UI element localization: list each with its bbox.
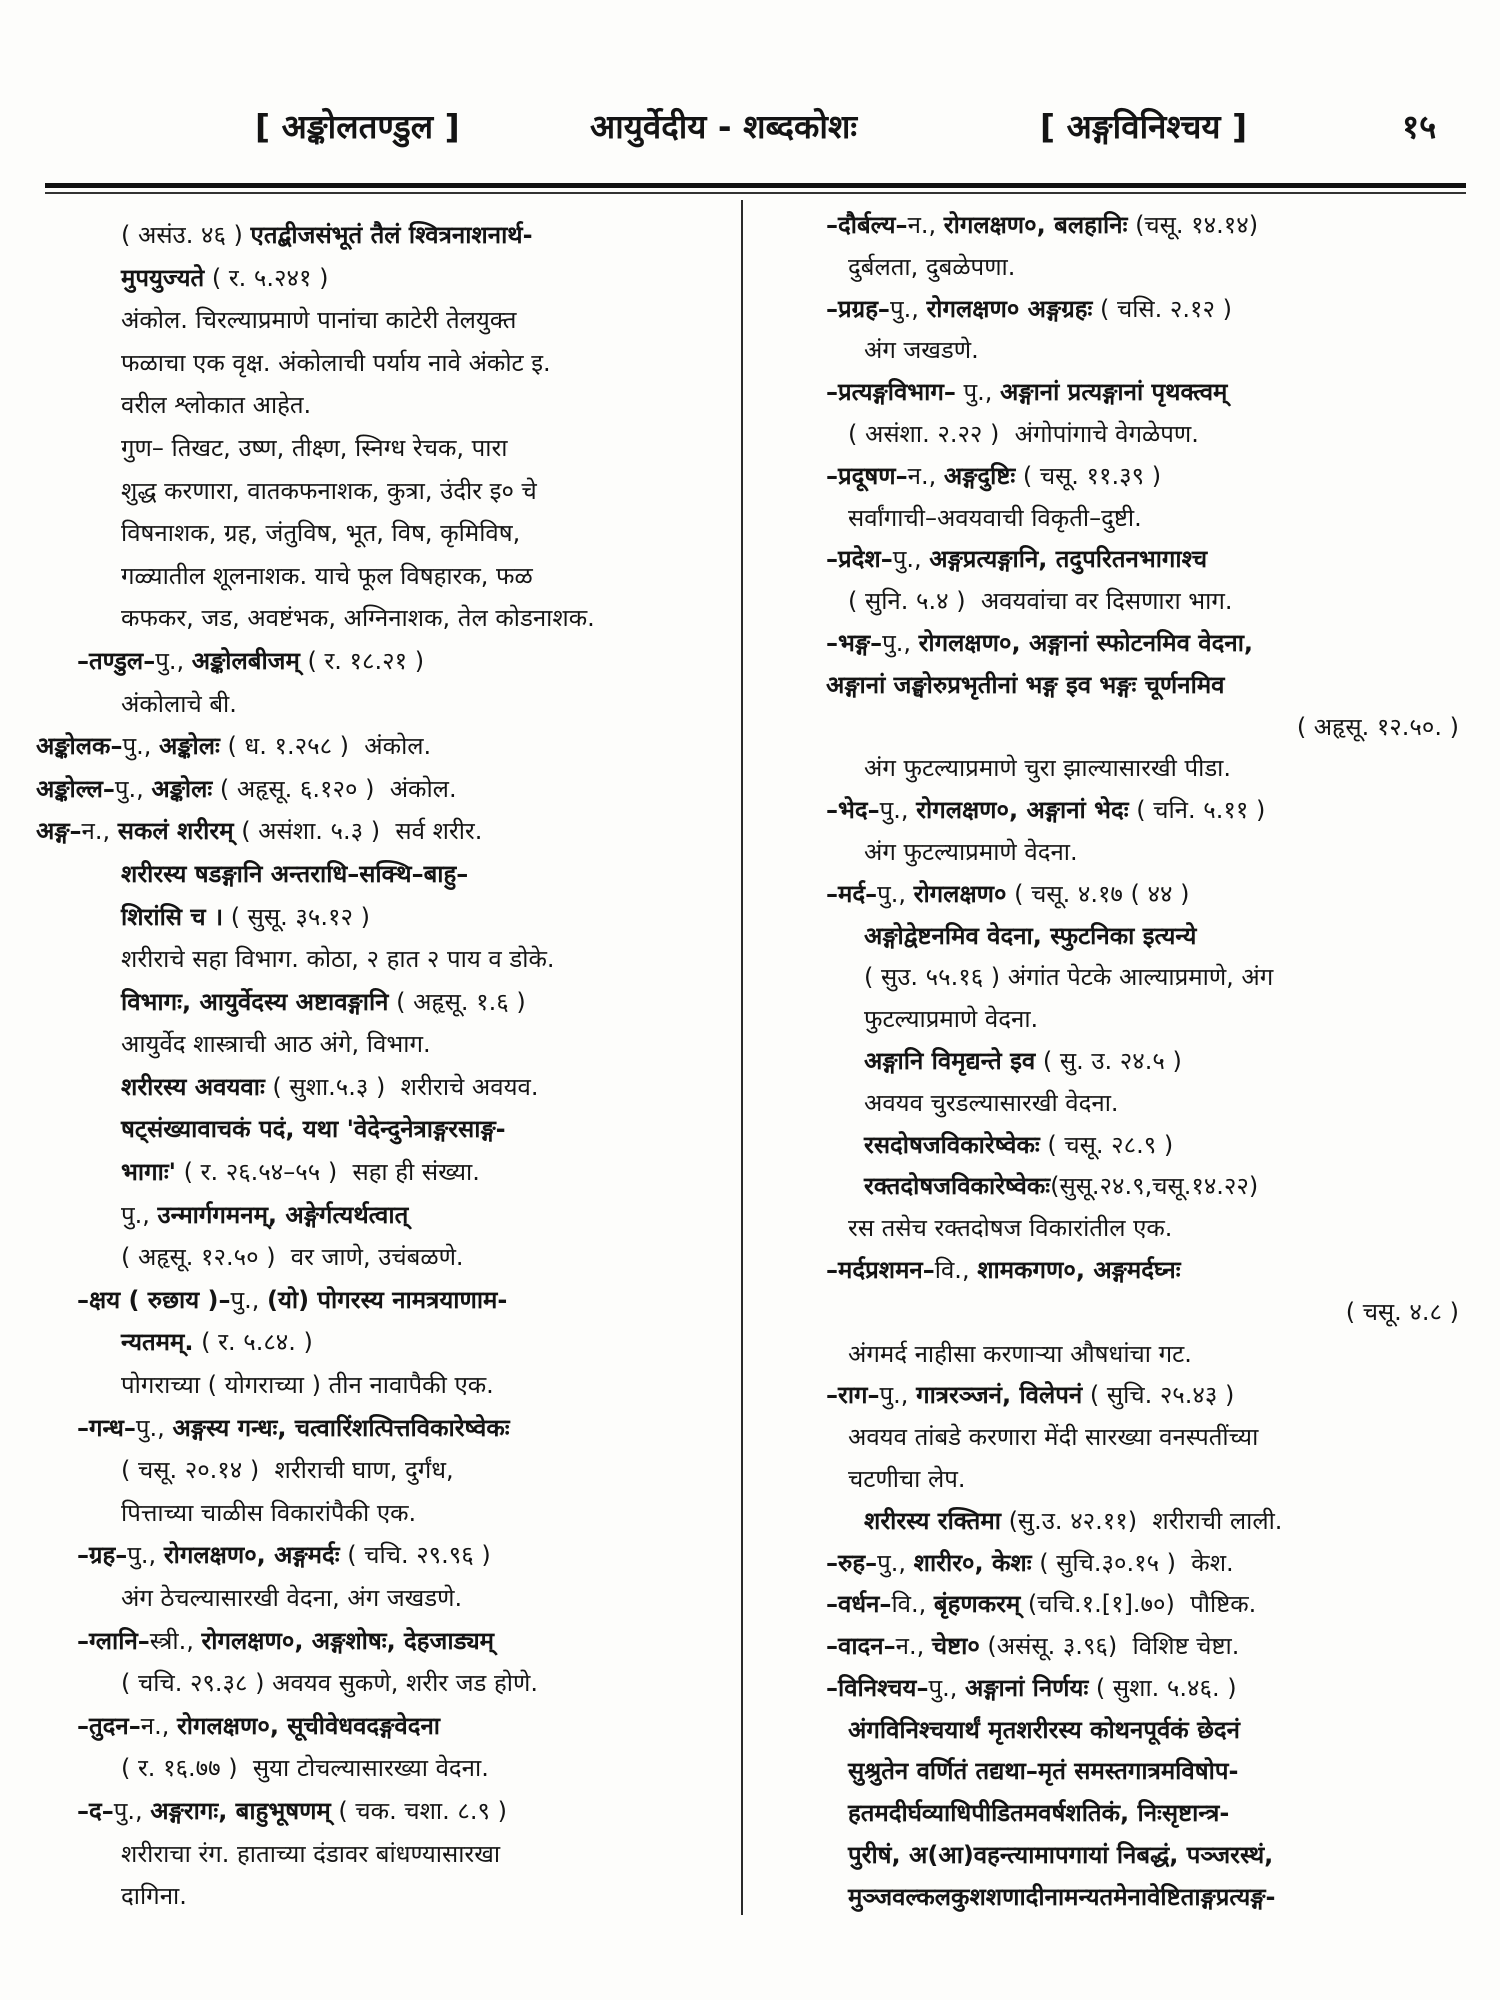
sanskrit-text: –क्षय ( रुछाय )–	[77, 1285, 231, 1314]
gloss-text: पु.,	[892, 545, 930, 574]
gloss-text: दुर्बलता, दुबळेपणा.	[848, 252, 1016, 281]
gloss-text: पु.,	[155, 646, 192, 675]
gloss-text: पु.,	[113, 1796, 151, 1825]
dictionary-line	[36, 853, 708, 896]
sanskrit-text: –प्रग्रह–	[826, 294, 890, 323]
sanskrit-text: रोगलक्षण०, बलहानिः	[943, 211, 1128, 239]
gloss-text: ( चसू. २०.१४ ) शरीराची घाण, दुर्गंध,	[121, 1456, 454, 1485]
sanskrit-text: –प्रदूषण–	[826, 461, 908, 490]
dictionary-line	[36, 1492, 708, 1535]
dictionary-line	[812, 1751, 1467, 1793]
gloss-text: पु.,	[877, 879, 914, 908]
gloss-text: अवयव तांबडे करणारा मेंदी सारख्या वनस्पतींच्या	[848, 1423, 1259, 1452]
dictionary-line	[36, 597, 708, 640]
gloss-text: ( सुचि. २५.४३ )	[1082, 1381, 1235, 1410]
dictionary-line	[36, 1577, 708, 1620]
gloss-text: वरील श्लोकात आहेत.	[121, 391, 312, 420]
sanskrit-text: अङ्गानां प्रत्यङ्गानां पृथक्त्वम्	[1000, 378, 1228, 407]
sanskrit-text: मुञ्जवल्कलकुशशणादीनामन्यतमेनावेष्टिताङ्गप्रत्यङ्ग-	[848, 1882, 1276, 1911]
gloss-text: ( सु. उ. २४.५ )	[1035, 1046, 1182, 1075]
dictionary-line	[812, 1125, 1467, 1167]
dictionary-line	[36, 1662, 708, 1705]
sanskrit-text: शिरांसि च ।	[121, 902, 224, 931]
sanskrit-text: अङ्कोलः	[158, 732, 220, 761]
sanskrit-text: रोगलक्षण०, अङ्गानां स्फोटनमिव वेदना,	[918, 628, 1254, 657]
dictionary-line	[36, 1449, 708, 1492]
dictionary-line	[36, 896, 708, 939]
gloss-text: ( र. २६.५४–५५ ) सहा ही संख्या.	[176, 1158, 480, 1187]
header-rule	[45, 183, 1466, 188]
gloss-text: पु.,	[882, 628, 919, 657]
sanskrit-text: अङ्गस्य गन्धः, चत्वारिंशत्पित्तविकारेष्वेकः	[172, 1413, 510, 1442]
gloss-text: ( अहृसू. ६.१२० ) अंकोल.	[212, 774, 457, 803]
page-title: आयुर्वेदीय - शब्दकोशः	[590, 107, 858, 146]
gloss-text: ( चक. चशा. ८.९ )	[330, 1796, 507, 1825]
gloss-text: ( र. ५.८४. )	[193, 1328, 313, 1357]
dictionary-line	[812, 205, 1467, 247]
sanskrit-text: –वादन–	[826, 1632, 896, 1661]
sanskrit-text: पुरीषं, अ(आ)वहन्त्यामापगायां निबद्धं, पञ्जरस्थं,	[848, 1841, 1274, 1870]
sanskrit-text: शरीरस्य षडङ्गानि अन्तराधि–सक्थि–बाहु–	[121, 859, 469, 888]
gloss-text: (सुसू.२४.९,चसू.१४.२२)	[1050, 1172, 1259, 1201]
dictionary-line	[812, 1083, 1467, 1125]
gloss-text: (सु.उ. ४२.११) शरीराची लाली.	[1000, 1506, 1283, 1535]
sanskrit-text: भागाः'	[121, 1158, 177, 1187]
sanskrit-text: रोगलक्षण०, अङ्गमर्दः	[163, 1541, 340, 1570]
gloss-text: अंगमर्द नाहीसा करणाऱ्या औषधांचा गट.	[848, 1339, 1192, 1368]
dictionary-line	[36, 1833, 708, 1876]
sanskrit-text: अङ्गानां निर्णयः	[965, 1673, 1089, 1702]
dictionary-line	[812, 1166, 1467, 1208]
dictionary-line	[812, 748, 1467, 790]
gloss-text: ( चसू. ४.१७ ( ४४ )	[1006, 879, 1190, 908]
gloss-text: ( असंशा. ५.३ ) सर्व शरीर.	[233, 817, 483, 846]
sanskrit-text: अङ्गदुष्टिः	[943, 461, 1016, 490]
sanskrit-text: शामकगण०, अङ्गमर्दघ्नः	[977, 1255, 1181, 1284]
gloss-text: कफकर, जड, अवष्टंभक, अग्निनाशक, तेल कोडनाशक.	[121, 604, 595, 633]
dictionary-line	[812, 1250, 1467, 1292]
dictionary-line	[812, 832, 1467, 874]
gloss-text: ( चसू. २८.९ )	[1039, 1130, 1174, 1159]
gloss-text: ( सुशा.५.३ ) शरीराचे अवयव.	[264, 1072, 539, 1101]
gloss-text: न.,	[140, 1711, 177, 1740]
sanskrit-text: –द–	[77, 1796, 114, 1825]
sanskrit-text: मुपयुज्यते	[121, 263, 205, 292]
dictionary-line	[36, 1321, 708, 1364]
dictionary-line	[36, 214, 708, 257]
dictionary-line	[812, 1292, 1467, 1334]
sanskrit-text: षट्संख्यावाचकं पदं, यथा 'वेदेन्दुनेत्राङ्गरसाङ्ग-	[121, 1115, 506, 1144]
sanskrit-text: गात्ररञ्जनं, विलेपनं	[916, 1381, 1083, 1410]
dictionary-line	[812, 1877, 1467, 1919]
dictionary-line	[36, 1790, 708, 1833]
gloss-text: चटणीचा लेप.	[848, 1464, 966, 1493]
gloss-text: पु.,	[955, 378, 1001, 407]
dictionary-line	[812, 916, 1467, 958]
header-left-guide-word: [ अङ्कोलतण्डुल ]	[255, 107, 460, 146]
sanskrit-text: –तुदन–	[77, 1711, 141, 1740]
gloss-text: न.,	[895, 1632, 932, 1661]
sanskrit-text: अङ्ग–	[36, 817, 82, 846]
gloss-text: शुद्ध करणारा, वातकफनाशक, कुत्रा, उंदीर इ० चे	[121, 476, 537, 505]
sanskrit-text: अङ्कोलक–	[36, 732, 123, 761]
dictionary-line	[812, 1710, 1467, 1752]
dictionary-line	[812, 1459, 1467, 1501]
sanskrit-text: अङ्कोलः	[151, 774, 213, 803]
sanskrit-text: शारीर०, केशः	[913, 1548, 1032, 1577]
dictionary-line	[812, 498, 1467, 540]
sanskrit-text: –भङ्ग–	[826, 628, 883, 657]
gloss-text: वि.,	[891, 1590, 934, 1619]
gloss-text: पोगराच्या ( योगराच्या ) तीन नावापैकी एक.	[121, 1371, 494, 1400]
dictionary-line	[812, 330, 1467, 372]
dictionary-line	[812, 623, 1467, 665]
gloss-text: पु.,	[230, 1285, 267, 1314]
sanskrit-text: (यो) पोगरस्य नामत्रयाणाम-	[266, 1285, 508, 1314]
dictionary-line	[36, 1023, 708, 1066]
sanskrit-text: न्यतमम्.	[121, 1328, 194, 1357]
sanskrit-text: –मर्द–	[826, 879, 878, 908]
sanskrit-text: –ग्लानि–	[77, 1626, 150, 1655]
gloss-text: ( चसि. २.१२ )	[1092, 294, 1232, 323]
gloss-text: अंग फुटल्याप्रमाणे वेदना.	[864, 837, 1078, 866]
gloss-text: स्त्री.,	[149, 1626, 202, 1655]
gloss-text: रस तसेच रक्तदोषज विकारांतील एक.	[848, 1214, 1173, 1243]
dictionary-line	[36, 384, 708, 427]
sanskrit-text: रोगलक्षण०, अङ्गशोषः, देहजाड्यम्	[201, 1626, 495, 1655]
dictionary-line	[812, 1334, 1467, 1376]
sanskrit-text: रोगलक्षण०	[913, 879, 1007, 908]
sanskrit-text: सकलं शरीरम्	[117, 817, 234, 846]
dictionary-line	[36, 1875, 708, 1918]
dictionary-line	[36, 1236, 708, 1279]
sanskrit-text: शरीरस्य अवयवाः	[121, 1072, 265, 1101]
gloss-text: ( असंशा. २.२२ ) अंगोपांगाचे वेगळेपण.	[848, 419, 1199, 448]
sanskrit-text: –भेद–	[826, 796, 880, 825]
gloss-text: फुटल्याप्रमाणे वेदना.	[864, 1005, 1039, 1034]
dictionary-line	[812, 1501, 1467, 1543]
dictionary-line	[36, 342, 708, 385]
gloss-text: न.,	[907, 461, 944, 490]
sanskrit-text: अङ्कोलबीजम्	[191, 646, 300, 675]
dictionary-line	[36, 981, 708, 1024]
header-rule-thin	[45, 192, 1466, 194]
sanskrit-text: हतमदीर्घव्याधिपीडितमवर्षशतिकं, निःसृष्टान्त्र-	[848, 1799, 1230, 1828]
gloss-text: शरीराचे सहा विभाग. कोठा, २ हात २ पाय व डोके.	[121, 945, 555, 974]
gloss-text: अंग ठेचल्यासारखी वेदना, अंग जखडणे.	[121, 1584, 463, 1612]
dictionary-line	[36, 555, 708, 598]
gloss-text: वि.,	[934, 1255, 978, 1284]
dictionary-line	[36, 299, 708, 342]
sanskrit-text: अङ्गानां जङ्घोरुप्रभृतीनां भङ्ग इव भङ्गः चूर्णनमिव	[826, 670, 1225, 699]
sanskrit-text: –वर्धन–	[826, 1590, 892, 1619]
gloss-text: पु.,	[121, 1200, 158, 1229]
dictionary-line	[36, 257, 708, 300]
dictionary-line	[36, 768, 708, 811]
gloss-text: न.,	[81, 817, 118, 846]
dictionary-line	[36, 640, 708, 683]
dictionary-line	[36, 427, 708, 470]
gloss-text: (असंसू. ३.९६) विशिष्ट चेष्टा.	[979, 1632, 1240, 1661]
gloss-text: सर्वांगाची–अवयवाची विकृती–दुष्टी.	[848, 503, 1142, 532]
gloss-text: पित्ताच्या चाळीस विकारांपैकी एक.	[121, 1498, 417, 1527]
dictionary-line	[36, 1364, 708, 1407]
dictionary-line	[812, 665, 1467, 707]
gloss-text: पु.,	[879, 796, 917, 825]
gloss-text: अंग फुटल्याप्रमाणे चुरा झाल्यासारखी पीडा.	[864, 754, 1232, 783]
sanskrit-text: अङ्गानि विमृद्यन्ते इव	[864, 1046, 1036, 1075]
dictionary-line	[36, 1194, 708, 1237]
dictionary-line	[36, 512, 708, 555]
gloss-text: (चसू. १४.१४)	[1127, 211, 1259, 239]
gloss-text: पु.,	[928, 1673, 965, 1702]
gloss-text: पु.,	[122, 732, 159, 761]
sanskrit-text: –मर्दप्रशमन–	[826, 1255, 935, 1284]
sanskrit-text: बृंहणकरम्	[933, 1590, 1021, 1619]
gloss-text: अंकोल. चिरल्याप्रमाणे पानांचा काटेरी तेलयुक्त	[121, 306, 517, 335]
gloss-text: दागिना.	[121, 1882, 187, 1911]
gloss-text: ( चसू. ११.३९ )	[1015, 461, 1162, 490]
gloss-text: ( ध. १.२५८ ) अंकोल.	[219, 732, 432, 761]
sanskrit-text: –ग्रह–	[77, 1541, 128, 1570]
sanskrit-text: शरीरस्य रक्तिमा	[864, 1506, 1001, 1535]
sanskrit-text: उन्मार्गगमनम्, अङ्गेर्गत्यर्थत्वात्	[157, 1200, 409, 1229]
dictionary-line	[36, 1747, 708, 1790]
gloss-text: गुण– तिखट, उष्ण, तीक्ष्ण, स्निग्ध रेचक, पारा	[121, 433, 508, 462]
dictionary-line	[812, 289, 1467, 331]
gloss-text: पु.,	[127, 1541, 164, 1570]
gloss-text: पु.,	[114, 774, 152, 803]
dictionary-line	[812, 999, 1467, 1041]
dictionary-line	[812, 1375, 1467, 1417]
gloss-text: ( सुसू. ३५.१२ )	[223, 902, 370, 931]
dictionary-line	[36, 1279, 708, 1322]
dictionary-line	[812, 790, 1467, 832]
dictionary-line	[812, 581, 1467, 623]
gloss-text: अंग जखडणे.	[864, 336, 979, 365]
dictionary-line	[36, 1066, 708, 1109]
gloss-text: ( र. १८.२१ )	[299, 646, 425, 675]
dictionary-line	[812, 1668, 1467, 1710]
right-column	[812, 205, 1467, 1919]
sanskrit-text: अंगविनिश्चयार्थं मृतशरीरस्य कोथनपूर्वकं छेदनं	[848, 1715, 1240, 1744]
dictionary-line	[812, 1041, 1467, 1083]
dictionary-line	[36, 1705, 708, 1748]
gloss-text: ( चसू. ४.८ )	[1345, 1297, 1459, 1326]
gloss-text: पु.,	[879, 1381, 917, 1410]
sanskrit-text: अङ्गरागः, बाहुभूषणम्	[150, 1796, 331, 1825]
sanskrit-text: अङ्गप्रत्यङ्गानि, तदुपरितनभागाश्च	[929, 545, 1208, 574]
sanskrit-text: अङ्कोल्ल–	[36, 774, 115, 803]
dictionary-line	[812, 1543, 1467, 1585]
sanskrit-text: –गन्ध–	[77, 1413, 136, 1442]
dictionary-line	[812, 414, 1467, 456]
dictionary-line	[812, 874, 1467, 916]
gloss-text: अवयव चुरडल्यासारखी वेदना.	[864, 1088, 1119, 1117]
dictionary-line	[812, 456, 1467, 498]
dictionary-line	[36, 470, 708, 513]
dictionary-line	[36, 1620, 708, 1663]
sanskrit-text: रोगलक्षण० अङ्गग्रहः	[926, 294, 1093, 323]
dictionary-line	[812, 1417, 1467, 1459]
gloss-text: ( असंउ. ४६ )	[121, 221, 251, 249]
sanskrit-text: एतद्बीजसंभूतं तैलं श्वित्रनाशनार्थ-	[250, 221, 533, 249]
gloss-text: ( सुचि.३०.१५ ) केश.	[1031, 1548, 1234, 1577]
gloss-text: फळाचा एक वृक्ष. अंकोलाची पर्याय नावे अंकोट इ.	[121, 348, 551, 377]
sanskrit-text: रक्तदोषजविकारेष्वेकः	[864, 1172, 1051, 1201]
gloss-text: आयुर्वेद शास्त्राची आठ अंगे, विभाग.	[121, 1030, 431, 1059]
sanskrit-text: –विनिश्चय–	[826, 1673, 929, 1702]
gloss-text: पु.,	[889, 294, 927, 323]
dictionary-line	[812, 1793, 1467, 1835]
dictionary-line	[36, 1534, 708, 1577]
dictionary-line	[36, 1407, 708, 1450]
dictionary-line	[812, 1626, 1467, 1668]
page-number: १५	[1402, 107, 1437, 146]
dictionary-line	[812, 1584, 1467, 1626]
dictionary-line	[812, 957, 1467, 999]
gloss-text: पु.,	[877, 1548, 914, 1577]
sanskrit-text: –प्रदेश–	[826, 545, 893, 574]
gloss-text: ( चचि. २९.९६ )	[339, 1541, 491, 1570]
sanskrit-text: सुश्रुतेन वर्णितं तद्यथा–मृतं समस्तगात्रमविषोप-	[848, 1757, 1239, 1786]
dictionary-line	[36, 810, 708, 853]
gloss-text: गळ्यातील शूलनाशक. याचे फूल विषहारक, फळ	[121, 561, 533, 590]
sanskrit-text: –राग–	[826, 1381, 880, 1410]
gloss-text: ( चनि. ५.११ )	[1128, 796, 1266, 825]
gloss-text: ( अहृसू. १२.५०. )	[1296, 712, 1459, 741]
dictionary-line	[812, 1208, 1467, 1250]
sanskrit-text: –रुह–	[826, 1548, 878, 1577]
dictionary-line	[36, 1151, 708, 1194]
dictionary-line	[812, 372, 1467, 414]
dictionary-line	[36, 725, 708, 768]
gloss-text: ( सुनि. ५.४ ) अवयवांचा वर दिसणारा भाग.	[848, 587, 1233, 616]
gloss-text: ( सुशा. ५.४६. )	[1088, 1673, 1237, 1702]
gloss-text: ( र. ५.२४१ )	[204, 263, 329, 292]
gloss-text: ( र. १६.७७ ) सुया टोचल्यासारख्या वेदना.	[121, 1754, 489, 1783]
sanskrit-text: रोगलक्षण०, अङ्गानां भेदः	[916, 796, 1129, 825]
gloss-text: अंकोलाचे बी.	[121, 689, 237, 718]
left-column	[36, 214, 708, 1918]
gloss-text: शरीराचा रंग. हाताच्या दंडावर बांधण्यासारखा	[121, 1839, 501, 1868]
sanskrit-text: विभागः, आयुर्वेदस्य अष्टावङ्गानि	[121, 987, 389, 1016]
sanskrit-text: –दौर्बल्य–	[826, 211, 908, 239]
dictionary-line	[812, 1835, 1467, 1877]
gloss-text: पु.,	[135, 1413, 173, 1442]
sanskrit-text: रोगलक्षण०, सूचीवेधवदङ्गवेदना	[176, 1711, 440, 1740]
dictionary-line	[812, 539, 1467, 581]
gloss-text: (चचि.१.[१].७०) पौष्टिक.	[1020, 1590, 1257, 1619]
sanskrit-text: –तण्डुल–	[77, 646, 156, 675]
dictionary-line	[812, 247, 1467, 289]
gloss-text: ( चचि. २९.३८ ) अवयव सुकणे, शरीर जड होणे.	[121, 1669, 538, 1698]
gloss-text: न.,	[907, 211, 944, 239]
gloss-text: ( सुउ. ५५.१६ ) अंगांत पेटके आल्याप्रमाणे, अंग	[864, 963, 1274, 992]
gloss-text: ( अहृसू. १.६ )	[388, 987, 526, 1016]
dictionary-line	[812, 707, 1467, 749]
sanskrit-text: अङ्गोद्वेष्टनमिव वेदना, स्फुटनिका इत्यन्ये	[864, 921, 1197, 950]
header-right-guide-word: [ अङ्गविनिश्चय ]	[1040, 107, 1248, 146]
sanskrit-text: रसदोषजविकारेष्वेकः	[864, 1130, 1040, 1159]
dictionary-line	[36, 683, 708, 726]
sanskrit-text: –प्रत्यङ्गविभाग–	[826, 378, 956, 407]
gloss-text: विषनाशक, ग्रह, जंतुविष, भूत, विष, कृमिविष,	[121, 519, 521, 548]
dictionary-line	[36, 1108, 708, 1151]
sanskrit-text: चेष्टा०	[931, 1632, 980, 1661]
dictionary-line	[36, 938, 708, 981]
column-divider	[741, 200, 743, 1915]
gloss-text: ( अहृसू. १२.५० ) वर जाणे, उचंबळणे.	[121, 1243, 464, 1272]
